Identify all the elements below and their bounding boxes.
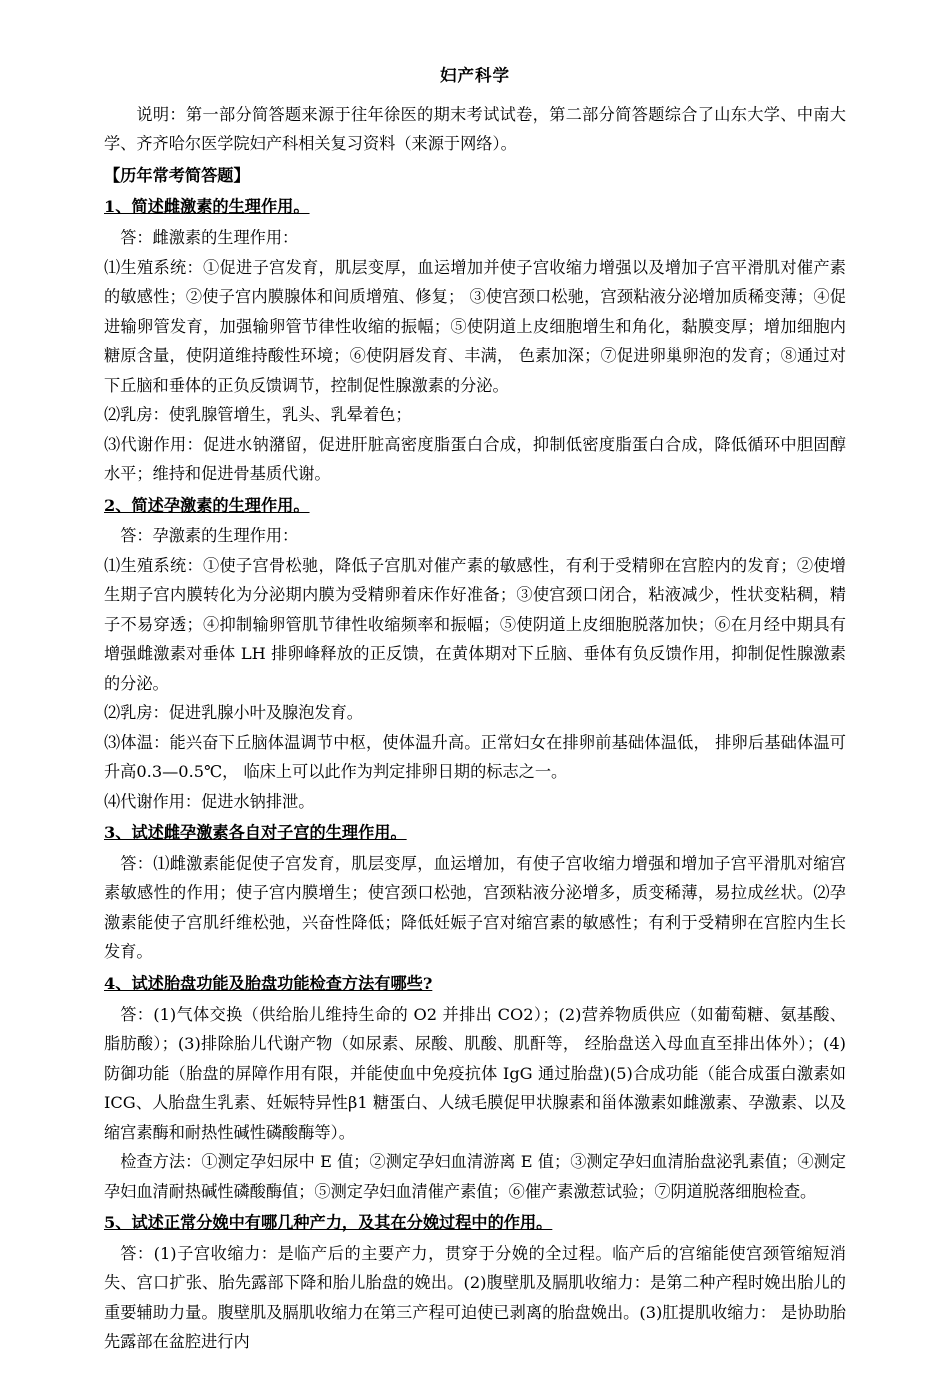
section-heading: 【历年常考简答题】 (104, 165, 250, 185)
answer-line: 答：(1)子宫收缩力：是临产后的主要产力，贯穿于分娩的全过程。临产后的宫缩能使宫颈管缩短消失、宫口扩张、胎先露部下降和胎儿胎盘的娩出。(2)腹壁肌及膈肌收缩力：是第二种产程时娩出胎儿的重要辅助力量。腹壁肌及膈肌收缩力在第三产程可迫使已剥离的胎盘娩出。(3)肛提肌收缩力： 是协助胎先露部在盆腔进行内 (104, 1243, 846, 1352)
question-heading-4: 4、试述胎盘功能及胎盘功能检查方法有哪些? (104, 973, 433, 993)
question-block-4 (104, 969, 846, 1206)
answer-line: ⑶体温：能兴奋下丘脑体温调节中枢，使体温升高。正常妇女在排卵前基础体温低， 排卵后基础体温可升高0.3—0.5℃， 临床上可以此作为判定排卵日期的标志之一。 (104, 732, 846, 782)
answer-line: ⑷代谢作用：促进水钠排泄。 (104, 791, 315, 811)
question-heading-1: 1、简述雌激素的生理作用。 (104, 197, 310, 217)
answer-line: 答：雌激素的生理作用： (120, 228, 299, 248)
question-block-2 (104, 491, 846, 817)
answer-line: ⑵乳房：促进乳腺小叶及腺泡发育。 (104, 703, 363, 723)
answer-line: ⑶代谢作用：促进水钠潴留，促进肝脏高密度脂蛋白合成，抑制低密度脂蛋白合成，降低循环中胆固醇水平；维持和促进骨基质代谢。 (104, 434, 846, 484)
question-block-3 (104, 818, 846, 967)
question-heading-3: 3、试述雌孕激素各自对子宫的生理作用。 (104, 823, 407, 843)
answer-line: ⑴生殖系统：①促进子宫发育，肌层变厚，血运增加并使子宫收缩力增强以及增加子宫平滑肌对催产素的敏感性；②使子宫内膜腺体和间质增殖、修复； ③使宫颈口松驰，宫颈粘液分泌增加质稀变薄；④促进输卵管发育，加强输卵管节律性收缩的振幅；⑤使阴道上皮细胞增生和角化，黏膜变厚；增加细胞内糖原含量，使阴道维持酸性环境；⑥使阴唇发育、丰满， 色素加深；⑦促进卵巢卵泡的发育；⑧通过对下丘脑和垂体的正负反馈调节，控制促性腺激素的分泌。 (104, 257, 846, 395)
page-title: 妇产科学 (440, 66, 510, 85)
question-block-5 (104, 1208, 846, 1357)
answer-line: 答：⑴雌激素能促使子宫发育，肌层变厚，血运增加，有使子宫收缩力增强和增加子宫平滑肌对缩宫素敏感性的作用；使子宫内膜增生；使宫颈口松弛，宫颈粘液分泌增多，质变稀薄，易拉成丝状。⑵孕激素能使子宫肌纤维松弛，兴奋性降低；降低妊娠子宫对缩宫素的敏感性；有利于受精卵在宫腔内生长发育。 (104, 854, 846, 962)
answer-line: 检查方法：①测定孕妇尿中 E 值；②测定孕妇血清游离 E 值；③测定孕妇血清胎盘泌乳素值；④测定孕妇血清耐热碱性磷酸酶值；⑤测定孕妇血清催产素值；⑥催产素激惹试验；⑦阴道脱落细胞检查。 (104, 1152, 846, 1201)
answer-line: 答：(1)气体交换（供给胎儿维持生命的 O2 并排出 CO2）；(2)营养物质供应（如葡萄糖、氨基酸、脂肪酸）；(3)排除胎儿代谢产物（如尿素、尿酸、肌酸、肌酐等， 经胎盘送入母血直至排出体外）；(4)防御功能（胎盘的屏障作用有限，并能使血中免疫抗体 IgG 通过胎盘)(5)合成功能（能合成蛋白激素如 ICG、人胎盘生乳素、妊娠特异性β1 糖蛋白、人绒毛膜促甲状腺素和甾体激素如雌激素、孕激素、以及缩宫素酶和耐热性碱性磷酸酶等）。 (104, 1004, 846, 1142)
document-note: 说明：第一部分简答题来源于往年徐医的期末考试试卷，第二部分简答题综合了山东大学、中南大学、齐齐哈尔医学院妇产科相关复习资料（来源于网络）。 (104, 105, 846, 154)
answer-line: ⑵乳房：使乳腺管增生，乳头、乳晕着色； (104, 405, 412, 425)
question-heading-5: 5、试述正常分娩中有哪几种产力，及其在分娩过程中的作用。 (104, 1213, 553, 1233)
question-heading-2: 2、简述孕激素的生理作用。 (104, 495, 310, 515)
question-block-1 (104, 192, 846, 488)
answer-line: ⑴生殖系统：①使子宫骨松驰，降低子宫肌对催产素的敏感性，有利于受精卵在宫腔内的发育；②使增生期子宫内膜转化为分泌期内膜为受精卵着床作好准备；③使宫颈口闭合，粘液减少，性状变粘稠，精子不易穿透；④抑制输卵管肌节律性收缩频率和振幅；⑤使阴道上皮细胞脱落加快；⑥在月经中期具有增强雌激素对垂体 LH 排卵峰释放的正反馈，在黄体期对下丘脑、垂体有负反馈作用，抑制促性腺激素的分泌。 (104, 555, 846, 693)
answer-line: 答：孕激素的生理作用： (120, 526, 299, 546)
